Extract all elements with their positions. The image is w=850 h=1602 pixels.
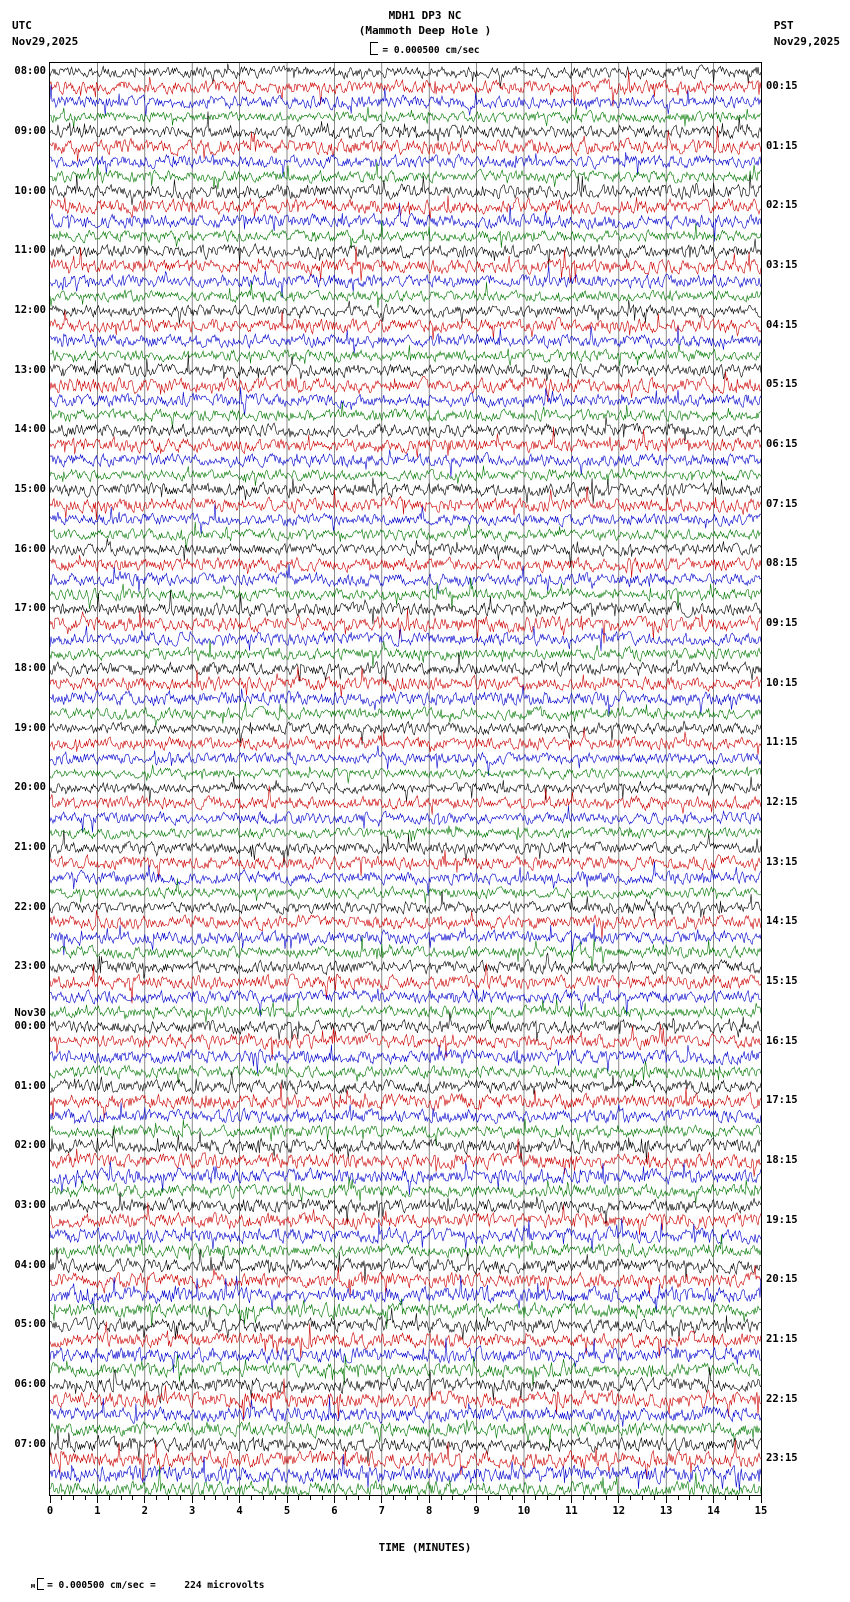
- seismic-trace: [50, 878, 761, 903]
- left-hour-label: 09:00: [14, 124, 46, 137]
- right-hour-label: 03:15: [766, 259, 798, 272]
- x-minor-tick-mark: [689, 1496, 690, 1500]
- x-tick-label: 4: [236, 1505, 243, 1517]
- seismic-trace: [50, 417, 761, 442]
- x-tick-label: 10: [517, 1505, 531, 1517]
- x-minor-tick-mark: [488, 1496, 489, 1500]
- right-hour-label: 07:15: [766, 497, 798, 510]
- right-hour-label: 00:15: [766, 80, 798, 93]
- seismic-trace: [50, 702, 761, 726]
- x-minor-tick-mark: [358, 1496, 359, 1500]
- x-minor-tick-mark: [606, 1496, 607, 1500]
- right-hour-label: 15:15: [766, 975, 798, 988]
- seismic-trace: [50, 640, 761, 667]
- utc-date-label: Nov29,2025: [12, 35, 79, 48]
- seismic-trace: [50, 786, 761, 815]
- right-hour-label: 16:15: [766, 1034, 798, 1047]
- seismic-trace: [50, 564, 761, 594]
- scale-legend-text: = 0.000500 cm/sec: [382, 45, 480, 56]
- seismic-trace: [50, 578, 761, 609]
- x-minor-tick-mark: [156, 1496, 157, 1500]
- x-tick-label: 8: [426, 1505, 433, 1517]
- x-minor-tick-mark: [322, 1496, 323, 1500]
- x-minor-tick-mark: [405, 1496, 406, 1500]
- x-minor-tick-mark: [678, 1496, 679, 1500]
- seismic-trace: [50, 1420, 761, 1448]
- seismic-trace: [50, 609, 761, 644]
- seismic-trace: [50, 830, 761, 865]
- x-tick-label: 11: [565, 1505, 578, 1517]
- x-tick-mark: [381, 1496, 382, 1503]
- seismic-trace: [50, 652, 761, 684]
- seismic-trace: [50, 239, 761, 267]
- left-hour-label: 21:00: [14, 840, 46, 853]
- x-minor-tick-mark: [535, 1496, 536, 1500]
- x-minor-tick-mark: [132, 1496, 133, 1500]
- left-hour-label: 20:00: [14, 781, 46, 794]
- seismic-trace: [50, 371, 761, 402]
- x-tick-mark: [97, 1496, 98, 1503]
- seismic-trace: [50, 311, 761, 340]
- left-hour-label: 12:00: [14, 303, 46, 316]
- x-tick-mark: [476, 1496, 477, 1503]
- seismic-trace: [50, 998, 761, 1027]
- seismic-trace: [50, 721, 761, 745]
- seismic-trace: [50, 466, 761, 486]
- x-minor-tick-mark: [654, 1496, 655, 1500]
- x-minor-tick-mark: [725, 1496, 726, 1500]
- x-tick-label: 1: [94, 1505, 101, 1517]
- x-minor-tick-mark: [583, 1496, 584, 1500]
- x-minor-tick-mark: [168, 1496, 169, 1500]
- x-minor-tick-mark: [500, 1496, 501, 1500]
- x-tick-mark: [524, 1496, 525, 1503]
- right-hour-label: 04:15: [766, 318, 798, 331]
- left-hour-label: 00:00: [14, 1019, 46, 1032]
- x-tick-mark: [192, 1496, 193, 1503]
- seismic-trace: [50, 344, 761, 366]
- right-hour-label: 23:15: [766, 1452, 798, 1465]
- right-hour-label: 11:15: [766, 736, 798, 749]
- x-tick-label: 3: [189, 1505, 196, 1517]
- seismic-trace: [50, 745, 761, 776]
- left-hour-label: 23:00: [14, 960, 46, 973]
- seismic-trace: [50, 402, 761, 429]
- left-hour-label: 04:00: [14, 1258, 46, 1271]
- left-hour-label: 07:00: [14, 1437, 46, 1450]
- right-hour-label: 01:15: [766, 139, 798, 152]
- seismic-trace: [50, 162, 761, 189]
- left-hour-label: 17:00: [14, 602, 46, 615]
- x-tick-mark: [618, 1496, 619, 1503]
- x-minor-tick-mark: [464, 1496, 465, 1500]
- x-tick-mark: [713, 1496, 714, 1503]
- left-hour-label: 22:00: [14, 900, 46, 913]
- footer-scale-text: = 0.000500 cm/sec = 224 microvolts: [47, 1580, 265, 1591]
- seismic-trace: [50, 806, 761, 833]
- x-tick-label: 14: [707, 1505, 720, 1517]
- seismic-trace: [50, 667, 761, 698]
- seismic-trace: [50, 1355, 761, 1386]
- right-hour-label: 18:15: [766, 1154, 798, 1167]
- x-tick-mark: [144, 1496, 145, 1503]
- seismic-trace: [50, 826, 761, 842]
- seismic-trace: [50, 1247, 761, 1280]
- x-tick-mark: [50, 1496, 51, 1503]
- seismic-trace: [50, 1338, 761, 1373]
- x-minor-tick-mark: [630, 1496, 631, 1500]
- x-tick-mark: [287, 1496, 288, 1503]
- seismic-trace: [50, 1071, 761, 1094]
- helicorder-plot: [49, 62, 762, 1496]
- x-minor-tick-mark: [251, 1496, 252, 1500]
- seismic-trace: [50, 1203, 761, 1235]
- seismic-trace: [50, 221, 761, 248]
- x-minor-tick-mark: [559, 1496, 560, 1500]
- x-minor-tick-mark: [417, 1496, 418, 1500]
- x-tick-mark: [761, 1496, 762, 1503]
- timezone-utc-label: UTC: [12, 19, 32, 32]
- seismic-trace: [50, 282, 761, 308]
- right-hour-label: 06:15: [766, 438, 798, 451]
- x-minor-tick-mark: [121, 1496, 122, 1500]
- x-minor-tick-mark: [85, 1496, 86, 1500]
- x-minor-tick-mark: [227, 1496, 228, 1500]
- seismic-trace: [50, 1119, 761, 1145]
- seismic-trace: [50, 355, 761, 382]
- x-tick-label: 2: [141, 1505, 148, 1517]
- seismic-trace: [50, 1061, 761, 1086]
- seismic-trace: [50, 1265, 761, 1296]
- x-minor-tick-mark: [642, 1496, 643, 1500]
- seismic-trace: [50, 478, 761, 504]
- x-minor-tick-mark: [73, 1496, 74, 1500]
- seismic-trace: [50, 1235, 761, 1261]
- left-daybreak-label: Nov30: [14, 1006, 46, 1019]
- x-tick-label: 12: [612, 1505, 626, 1517]
- left-hour-label: 06:00: [14, 1377, 46, 1390]
- right-hour-label: 13:15: [766, 855, 798, 868]
- x-tick-label: 13: [659, 1505, 673, 1517]
- x-minor-tick-mark: [737, 1496, 738, 1500]
- seismic-trace: [50, 555, 761, 578]
- x-minor-tick-mark: [215, 1496, 216, 1500]
- seismic-trace: [50, 152, 761, 177]
- seismic-trace: [50, 1103, 761, 1124]
- seismic-trace: [50, 1177, 761, 1203]
- left-hour-label: 03:00: [14, 1198, 46, 1211]
- right-hour-label: 14:15: [766, 915, 798, 928]
- x-tick-label: 7: [378, 1505, 385, 1517]
- scale-bar-icon: [370, 42, 378, 55]
- left-hour-label: 14:00: [14, 423, 46, 436]
- x-minor-tick-mark: [393, 1496, 394, 1500]
- seismic-trace: [50, 728, 761, 755]
- seismic-trace: [50, 64, 761, 88]
- left-hour-label: 08:00: [14, 65, 46, 78]
- x-tick-mark: [571, 1496, 572, 1503]
- right-hour-label: 20:15: [766, 1273, 798, 1286]
- left-hour-label: 13:00: [14, 363, 46, 376]
- x-tick-label: 5: [283, 1505, 291, 1517]
- header-center: [0, 8, 850, 38]
- x-tick-label: 9: [473, 1505, 480, 1517]
- x-tick-mark: [334, 1496, 335, 1503]
- x-minor-tick-mark: [61, 1496, 62, 1500]
- x-minor-tick-mark: [441, 1496, 442, 1500]
- seismic-trace: [50, 626, 761, 651]
- right-hour-label: 22:15: [766, 1392, 798, 1405]
- x-tick-mark: [239, 1496, 240, 1503]
- seismic-trace: [50, 107, 761, 128]
- right-hour-label: 05:15: [766, 378, 798, 391]
- x-tick-mark: [429, 1496, 430, 1503]
- right-hour-label: 10:15: [766, 676, 798, 689]
- left-hour-label: 05:00: [14, 1318, 46, 1331]
- x-minor-tick-mark: [263, 1496, 264, 1500]
- right-hour-label: 02:15: [766, 199, 798, 212]
- footer-scale-bar-icon: [37, 1578, 44, 1590]
- x-minor-tick-mark: [204, 1496, 205, 1500]
- x-minor-tick-mark: [701, 1496, 702, 1500]
- right-hour-label: 12:15: [766, 796, 798, 809]
- x-axis-title: TIME (MINUTES): [378, 1541, 472, 1554]
- left-hour-label: 10:00: [14, 184, 46, 197]
- x-minor-tick-mark: [310, 1496, 311, 1500]
- x-tick-label: 6: [331, 1505, 338, 1517]
- left-hour-label: 11:00: [14, 244, 46, 257]
- left-hour-label: 02:00: [14, 1139, 46, 1152]
- x-minor-tick-mark: [595, 1496, 596, 1500]
- left-hour-label: 15:00: [14, 482, 46, 495]
- station-code-label: MDH1 DP3 NC: [388, 9, 462, 22]
- x-minor-tick-mark: [452, 1496, 453, 1500]
- left-hour-label: 18:00: [14, 661, 46, 674]
- x-tick-mark: [666, 1496, 667, 1503]
- right-hour-label: 08:15: [766, 557, 798, 570]
- left-hour-label: 19:00: [14, 721, 46, 734]
- seismic-trace: [50, 937, 761, 971]
- x-minor-tick-mark: [346, 1496, 347, 1500]
- x-tick-label: 15: [754, 1505, 768, 1517]
- seismic-trace: [50, 686, 761, 717]
- seismic-trace: [50, 1161, 761, 1195]
- seismic-trace: [50, 910, 761, 939]
- seismic-trace: [50, 765, 761, 784]
- x-minor-tick-mark: [109, 1496, 110, 1500]
- x-minor-tick-mark: [369, 1496, 370, 1500]
- timezone-pst-label: PST: [773, 19, 794, 32]
- right-hour-label: 21:15: [766, 1333, 798, 1346]
- right-hour-label: 19:15: [766, 1213, 798, 1226]
- x-minor-tick-mark: [749, 1496, 750, 1500]
- left-hour-label: 16:00: [14, 542, 46, 555]
- pst-date-label: Nov29,2025: [773, 35, 840, 48]
- seismic-trace: [50, 300, 761, 324]
- seismic-trace: [50, 775, 761, 802]
- scale-legend: [0, 40, 850, 56]
- x-minor-tick-mark: [547, 1496, 548, 1500]
- footer-scale-note: м = 0.000500 cm/sec = 224 microvolts: [30, 1580, 265, 1591]
- seismic-trace: [50, 504, 761, 533]
- right-hour-label: 17:15: [766, 1094, 798, 1107]
- seismic-trace: [50, 196, 761, 220]
- right-hour-label: 09:15: [766, 617, 798, 630]
- station-name-label: (Mammoth Deep Hole ): [358, 24, 492, 37]
- x-minor-tick-mark: [512, 1496, 513, 1500]
- x-minor-tick-mark: [180, 1496, 181, 1500]
- x-minor-tick-mark: [275, 1496, 276, 1500]
- seismic-trace: [50, 590, 761, 624]
- x-minor-tick-mark: [298, 1496, 299, 1500]
- x-tick-label: 0: [46, 1505, 54, 1517]
- left-hour-label: 01:00: [14, 1079, 46, 1092]
- seismic-trace: [50, 953, 761, 979]
